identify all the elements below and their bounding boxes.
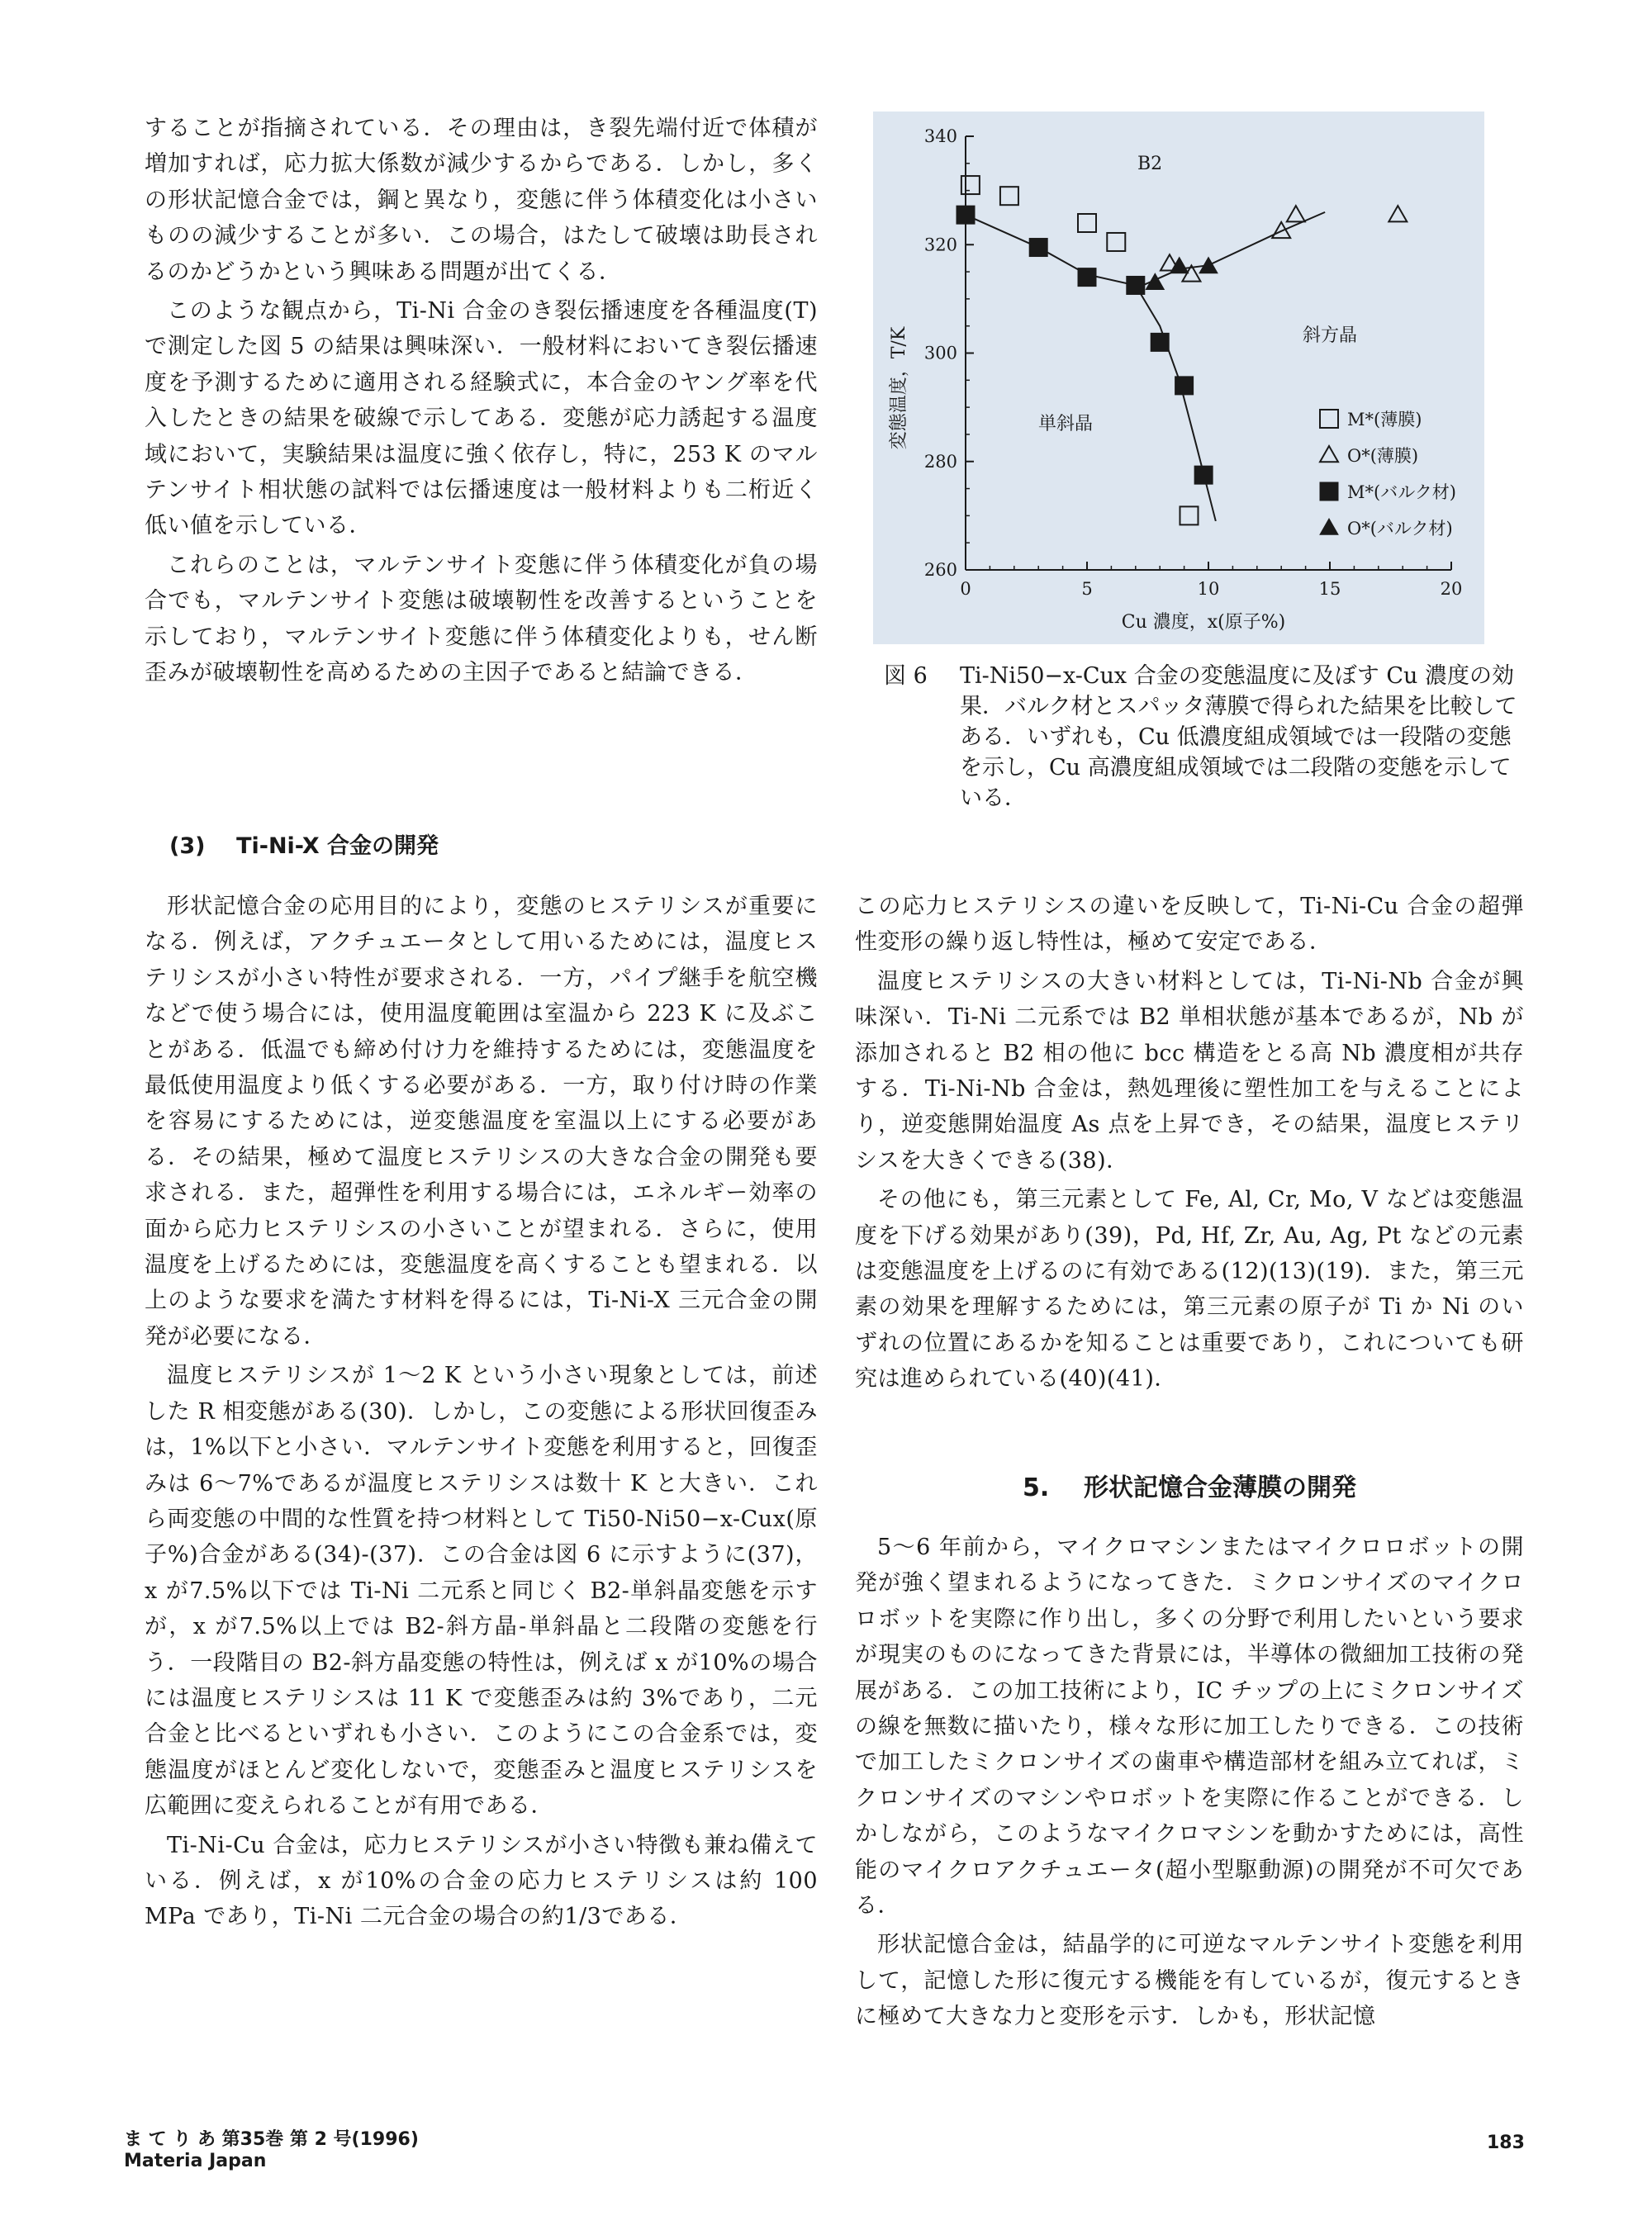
section-title: Ti-Ni-X 合金の開発 <box>236 833 439 859</box>
paragraph: その他にも，第三元素として Fe, Al, Cr, Mo, V などは変態温度を下げる効果があり(39)，Pd, Hf, Zr, Au, Ag, Pt などの元素は変態温度を上げるのに有効である(12)(13)(19)．また，第三元素の効果を理解するためには，第三元素の原子が Ti か Ni のいずれの位置にあるかを知ることは重要であり，これについても研究は進められている(40)(41)． <box>855 1187 1524 1393</box>
data-point-open-triangle <box>1272 222 1290 238</box>
data-point-filled-square <box>1175 377 1194 395</box>
journal-title-en: Materia Japan <box>124 2151 267 2171</box>
legend-marker-filled-square <box>1320 482 1338 501</box>
legend-label: O*(バルク材) <box>1347 519 1453 539</box>
figure-6-panel <box>873 112 1484 644</box>
journal-title-jp: ま て り あ 第35巻 第 2 号(1996) <box>124 2129 419 2150</box>
x-tick-label: 10 <box>1197 579 1220 599</box>
left-column-bottom <box>145 889 818 1938</box>
section-number: (3) <box>169 833 206 859</box>
paragraph: 5～6 年前から，マイクロマシンまたはマイクロロボットの開発が強く望まれるようになってきた．ミクロンサイズのマイクロロボットを実際に作り出し，多くの分野で利用したいという要求が現実のものになってきた背景には，半導体の微細加工技術の発展がある．この加工技術により，IC チップの上にミクロンサイズの線を無数に描いたり，様々な形に加工したりできる．この技術で加工したミクロンサイズの歯車や構造部材を組み立てれば，ミクロンサイズのマシンやロボットを実際に作ることができる．しかしながら，このようなマイクロマシンを動かすためには，高性能のマイクロアクチュエータ(超小型駆動源)の開発が不可欠である． <box>855 1535 1524 1919</box>
data-point-filled-square <box>1127 276 1145 294</box>
data-point-open-triangle <box>1287 206 1305 221</box>
data-point-open-square <box>1180 506 1198 524</box>
legend-marker-open-triangle <box>1320 446 1338 462</box>
paragraph: このような観点から，Ti-Ni 合金のき裂伝播速度を各種温度(T)で測定した図 5 の結果は興味深い．一般材料においてき裂伝播速度を予測するために適用される経験式に，本合金のヤング率を代入したときの結果を破線で示してある．変態が応力誘起する温度域において，実験結果は温度に強く依存し，特に，253 K のマルテンサイト相状態の試料では伝播速度は一般材料よりも二桁近く低い値を示している． <box>145 298 818 539</box>
y-tick-label: 340 <box>923 126 957 146</box>
y-tick-label: 260 <box>923 560 957 580</box>
legend-label: O*(薄膜) <box>1347 446 1419 466</box>
data-point-filled-square <box>1194 466 1213 484</box>
data-point-filled-square <box>957 206 975 224</box>
region-label-orthorhombic: 斜方晶 <box>1303 325 1358 346</box>
data-point-filled-triangle <box>1146 273 1164 289</box>
y-tick-label: 300 <box>923 343 957 363</box>
x-axis-label: Cu 濃度，x(原子%) <box>1121 612 1286 633</box>
data-point-open-square <box>1107 233 1125 251</box>
right-column-section-5 <box>855 1530 1524 2038</box>
chart-legend <box>1320 410 1456 539</box>
legend-label: M*(バルク材) <box>1347 482 1456 502</box>
legend-marker-filled-triangle <box>1320 519 1338 534</box>
paragraph: Ti-Ni-Cu 合金は，応力ヒステリシスが小さい特徴も兼ね備えている．例えば，x が10%の合金の応力ヒステリシスは約 100 MPa であり，Ti-Ni 二元合金の場合の約1/3である． <box>145 1832 818 1930</box>
left-column-top <box>145 111 818 695</box>
section-title: 形状記憶合金薄膜の開発 <box>1084 1473 1357 1502</box>
section-number: 5. <box>1022 1473 1050 1502</box>
paragraph: することが指摘されている．その理由は，き裂先端付近で体積が増加すれば，応力拡大係数が減少するからである．しかし，多くの形状記憶合金では，鋼と異なり，変態に伴う体積変化は小さいものの減少することが多い．この場合，はたして破壊は助長されるのかどうかという興味ある問題が出てくる． <box>145 116 818 285</box>
x-tick-label: 20 <box>1440 579 1463 599</box>
figure-6-caption <box>884 661 1520 814</box>
data-point-filled-triangle <box>1199 258 1218 273</box>
data-point-filled-square <box>1151 333 1169 351</box>
right-column <box>855 889 1524 1401</box>
paragraph: 温度ヒステリシスの大きい材料としては，Ti-Ni-Nb 合金が興味深い．Ti-Ni 二元系では B2 単相状態が基本であるが，Nb が添加されると B2 相の他に bcc 構造をとる高 Nb 濃度相が共存する．Ti-Ni-Nb 合金は，熱処理後に塑性加工を与えることにより，逆変態開始温度 As 点を上昇でき，その結果，温度ヒステリシスを大きくできる(38)． <box>855 968 1524 1174</box>
legend-marker-open-square <box>1320 410 1338 428</box>
region-label-b2: B2 <box>1137 154 1163 174</box>
region-label-monoclinic: 単斜晶 <box>1038 414 1094 434</box>
o-curve <box>1143 212 1326 286</box>
y-tick-label: 280 <box>923 451 957 472</box>
data-point-open-square <box>961 176 980 194</box>
data-point-open-square <box>1000 187 1018 205</box>
page-number: 183 <box>1487 2133 1525 2153</box>
paragraph: この応力ヒステリシスの違いを反映して，Ti-Ni-Cu 合金の超弾性変形の繰り返し特性は，極めて安定である． <box>855 894 1524 956</box>
y-axis-label: 変態温度，T/K <box>889 326 909 450</box>
data-point-filled-square <box>1078 268 1096 287</box>
x-tick-label: 5 <box>1081 579 1093 599</box>
data-point-open-square <box>1078 214 1096 232</box>
x-tick-label: 15 <box>1318 579 1341 599</box>
data-point-open-triangle <box>1389 206 1407 221</box>
figure-6-chart <box>873 112 1484 644</box>
chart-curves <box>966 212 1325 521</box>
x-tick-label: 0 <box>960 579 971 599</box>
legend-label: M*(薄膜) <box>1347 410 1422 429</box>
figure-caption-text: Ti-Ni50−x-Cux 合金の変態温度に及ぼす Cu 濃度の効果．バルク材とスパッタ薄膜で得られた結果を比較してある．いずれも，Cu 低濃度組成領域では一段階の変態を示し，Cu 高濃度組成領域では二段階の変態を示している． <box>960 663 1517 811</box>
paragraph: 形状記憶合金は，結晶学的に可逆なマルテンサイト変態を利用して，記憶した形に復元する機能を有しているが，復元するときに極めて大きな力と変形を示す．しかも，形状記憶 <box>855 1932 1524 2030</box>
figure-label: 図 6 <box>884 663 928 689</box>
data-point-filled-square <box>1029 239 1047 257</box>
section-5-heading <box>855 1467 1524 1503</box>
section-3-heading <box>169 828 439 860</box>
paragraph: これらのことは，マルテンサイト変態に伴う体積変化が負の場合でも，マルテンサイト変態は破壊靭性を改善するということを示しており，マルテンサイト変態に伴う体積変化よりも，せん断歪みが破壊靭性を高めるための主因子であると結論できる． <box>145 552 818 686</box>
chart-marks <box>957 176 1407 524</box>
footer-journal <box>124 2129 419 2172</box>
y-tick-label: 320 <box>923 235 957 255</box>
paragraph: 温度ヒステリシスが 1～2 K という小さい現象としては，前述した R 相変態がある(30)．しかし，この変態による形状回復歪みは，1%以下と小さい．マルテンサイト変態を利用すると，回復歪みは 6～7%であるが温度ヒステリシスは数十 K と大きい．これら両変態の中間的な性質を持つ材料として Ti50-Ni50−x-Cux(原子%)合金がある(34)-(37)．この合金は図 6 に示すように(37)，x が7.5%以下では Ti-Ni 二元系と同じく B2-単斜晶変態を示すが，x が7.5%以上では B2-斜方晶-単斜晶と二段階の変態を行う．一段階目の B2-斜方晶変態の特性は，例えば x が10%の場合には温度ヒステリシスは 11 K で変態歪みは約 3%であり，二元合金と比べるといずれも小さい．このようにこの合金系では，変態温度がほとんど変化しないで，変態歪みと温度ヒステリシスを広範囲に変えられることが有用である． <box>145 1363 818 1820</box>
paragraph: 形状記憶合金の応用目的により，変態のヒステリシスが重要になる．例えば，アクチュエータとして用いるためには，温度ヒステリシスが小さい特性が要求される．一方，パイプ継手を航空機などで使う場合には，使用温度範囲は室温から 223 K に及ぶことがある．低温でも締め付け力を維持するためには，変態温度を最低使用温度より低くする必要がある．一方，取り付け時の作業を容易にするためには，逆変態温度を室温以上にする必要がある．その結果，極めて温度ヒステリシスの大きな合金の開発も要求される．また，超弾性を利用する場合には，エネルギー効率の面から応力ヒステリシスの小さいことが望まれる．さらに，使用温度を上げるためには，変態温度を高くすることも望まれる．以上のような要求を満たす材料を得るには，Ti-Ni-X 三元合金の開発が必要になる． <box>145 894 818 1350</box>
